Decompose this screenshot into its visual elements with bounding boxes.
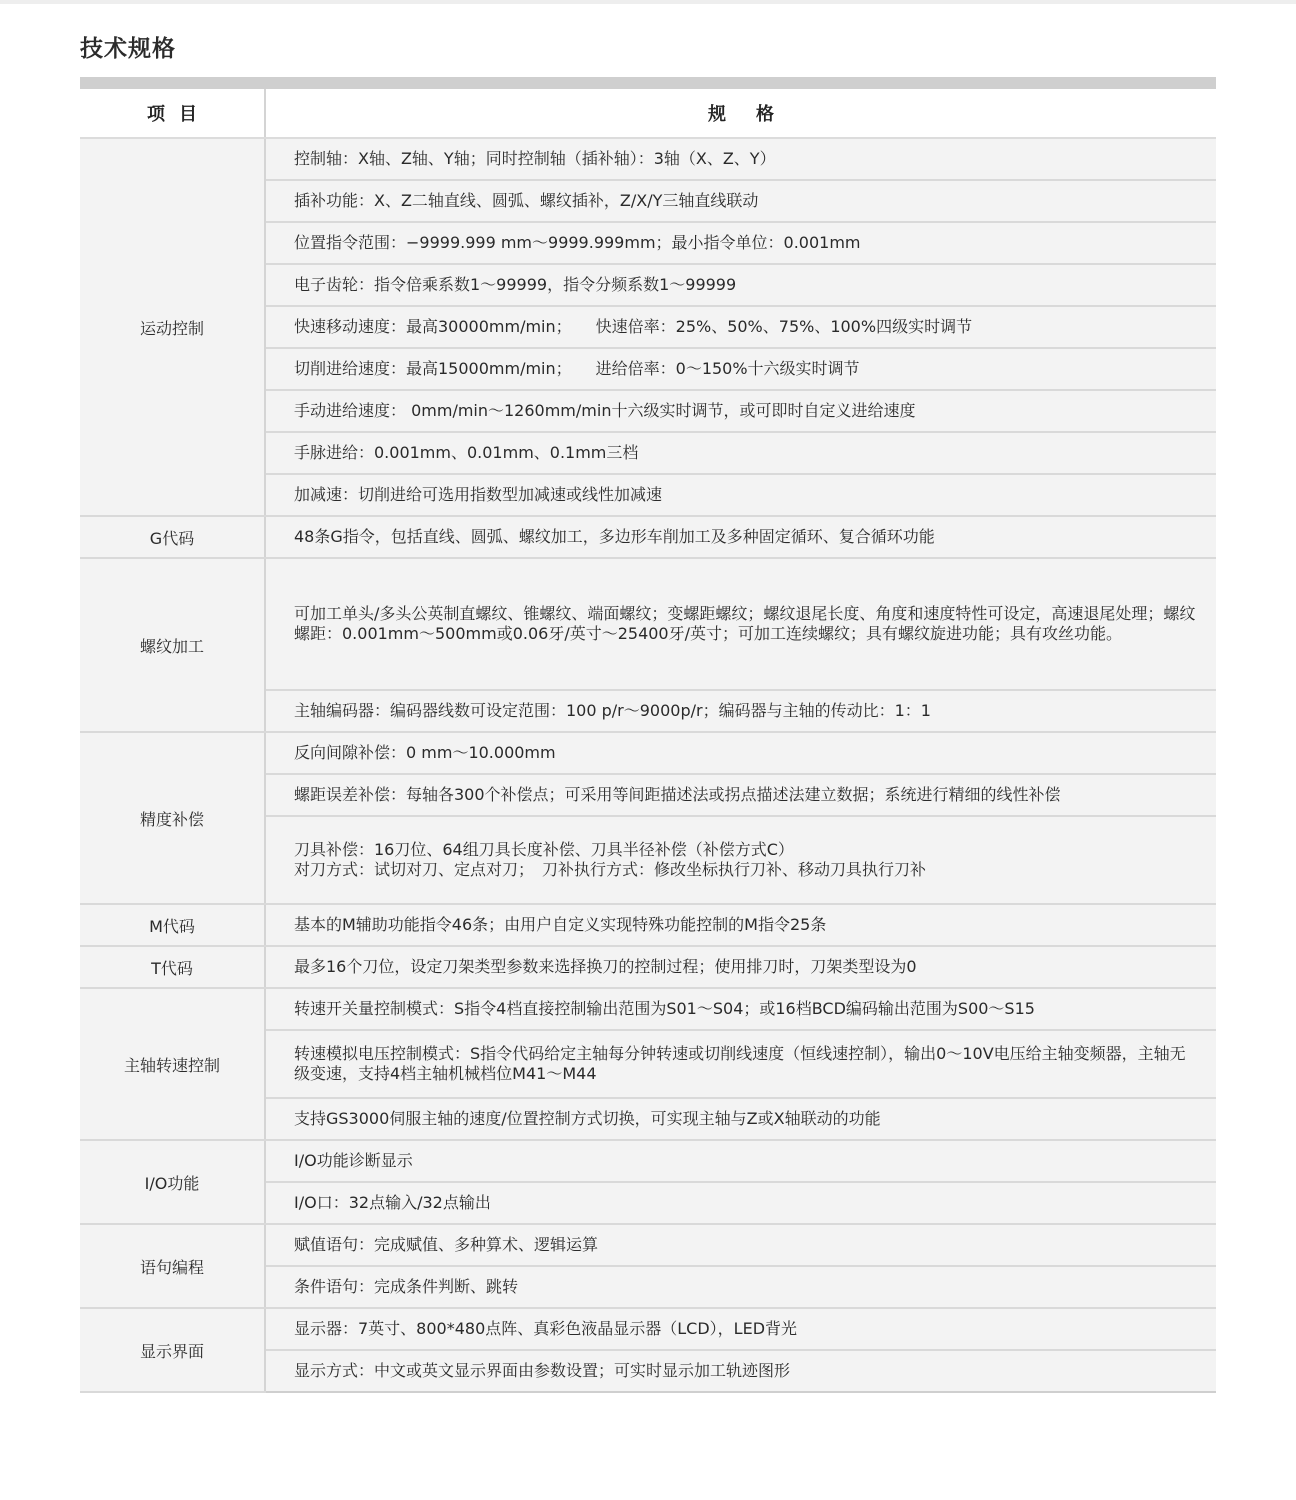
spec-value: 转速开关量控制模式：S指令4档直接控制输出范围为S01～S04；或16档BCD编码输出范围为S00～S15 (265, 988, 1216, 1030)
spec-value: 位置指令范围：−9999.999 mm～9999.999mm；最小指令单位：0.001mm (265, 222, 1216, 264)
spec-value: 主轴编码器：编码器线数可设定范围：100 p/r～9000p/r；编码器与主轴的传动比：1：1 (265, 690, 1216, 732)
spec-value: 显示器：7英寸、800*480点阵、真彩色液晶显示器（LCD），LED背光 (265, 1308, 1216, 1350)
spec-value: 可加工单头/多头公英制直螺纹、锥螺纹、端面螺纹；变螺距螺纹；螺纹退尾长度、角度和速度特性可设定，高速退尾处理；螺纹螺距：0.001mm～500mm或0.06牙/英寸～25400牙/英寸；可加工连续螺纹；具有螺纹旋进功能；具有攻丝功能。 (265, 558, 1216, 690)
category-compensation: 精度补偿 (80, 732, 265, 904)
spec-value: 手脉进给：0.001mm、0.01mm、0.1mm三档 (265, 432, 1216, 474)
spec-value: 加减速：切削进给可选用指数型加减速或线性加减速 (265, 474, 1216, 516)
table-row (80, 1308, 1216, 1350)
category-display: 显示界面 (80, 1308, 265, 1392)
spec-value: 切削进给速度：最高15000mm/min； 进给倍率：0～150%十六级实时调节 (265, 348, 1216, 390)
spec-value: 支持GS3000伺服主轴的速度/位置控制方式切换，可实现主轴与Z或X轴联动的功能 (265, 1098, 1216, 1140)
category-m-code: M代码 (80, 904, 265, 946)
spec-value: I/O口：32点输入/32点输出 (265, 1182, 1216, 1224)
spec-value: 最多16个刀位，设定刀架类型参数来选择换刀的控制过程；使用排刀时，刀架类型设为0 (265, 946, 1216, 988)
top-divider (0, 0, 1296, 4)
spec-line: 刀具补偿：16刀位、64组刀具长度补偿、刀具半径补偿（补偿方式C） (294, 840, 794, 859)
spec-value: 插补功能：X、Z二轴直线、圆弧、螺纹插补，Z/X/Y三轴直线联动 (265, 180, 1216, 222)
spec-value: 控制轴：X轴、Z轴、Y轴；同时控制轴（插补轴）：3轴（X、Z、Y） (265, 138, 1216, 180)
table-header-row (80, 89, 1216, 138)
category-g-code: G代码 (80, 516, 265, 558)
table-row (80, 1224, 1216, 1266)
spec-value: 48条G指令，包括直线、圆弧、螺纹加工，多边形车削加工及多种固定循环、复合循环功能 (265, 516, 1216, 558)
spec-value: 赋值语句：完成赋值、多种算术、逻辑运算 (265, 1224, 1216, 1266)
spec-value: 反向间隙补偿：0 mm～10.000mm (265, 732, 1216, 774)
header-spec: 规格 (265, 89, 1216, 138)
spec-value: 手动进给速度： 0mm/min～1260mm/min十六级实时调节，或可即时自定义进给速度 (265, 390, 1216, 432)
table-row (80, 988, 1216, 1030)
category-statement: 语句编程 (80, 1224, 265, 1308)
table-row (80, 904, 1216, 946)
spec-value: 转速模拟电压控制模式：S指令代码给定主轴每分钟转速或切削线速度（恒线速控制），输出0～10V电压给主轴变频器，主轴无级变速，支持4档主轴机械档位M41～M44 (265, 1030, 1216, 1098)
spec-value: I/O功能诊断显示 (265, 1140, 1216, 1182)
page-title: 技术规格 (80, 36, 176, 62)
table-row (80, 516, 1216, 558)
spec-value: 螺距误差补偿：每轴各300个补偿点；可采用等间距描述法或拐点描述法建立数据；系统进行精细的线性补偿 (265, 774, 1216, 816)
category-motion: 运动控制 (80, 138, 265, 516)
table-row (80, 946, 1216, 988)
table-row (80, 558, 1216, 690)
table-row (80, 732, 1216, 774)
spec-value: 条件语句：完成条件判断、跳转 (265, 1266, 1216, 1308)
category-thread: 螺纹加工 (80, 558, 265, 732)
category-t-code: T代码 (80, 946, 265, 988)
spec-value: 基本的M辅助功能指令46条；由用户自定义实现特殊功能控制的M指令25条 (265, 904, 1216, 946)
spec-value: 电子齿轮：指令倍乘系数1～99999，指令分频系数1～99999 (265, 264, 1216, 306)
spec-table (80, 89, 1216, 1393)
header-item: 项目 (80, 89, 265, 138)
category-io: I/O功能 (80, 1140, 265, 1224)
category-spindle: 主轴转速控制 (80, 988, 265, 1140)
spec-line: 对刀方式：试切对刀、定点对刀； 刀补执行方式：修改坐标执行刀补、移动刀具执行刀补 (294, 860, 927, 879)
table-row (80, 138, 1216, 180)
spec-value: 快速移动速度：最高30000mm/min； 快速倍率：25%、50%、75%、100%四级实时调节 (265, 306, 1216, 348)
spec-value (265, 816, 1216, 904)
title-underline-bar (80, 77, 1216, 89)
spec-value: 显示方式：中文或英文显示界面由参数设置；可实时显示加工轨迹图形 (265, 1350, 1216, 1392)
table-row (80, 1140, 1216, 1182)
